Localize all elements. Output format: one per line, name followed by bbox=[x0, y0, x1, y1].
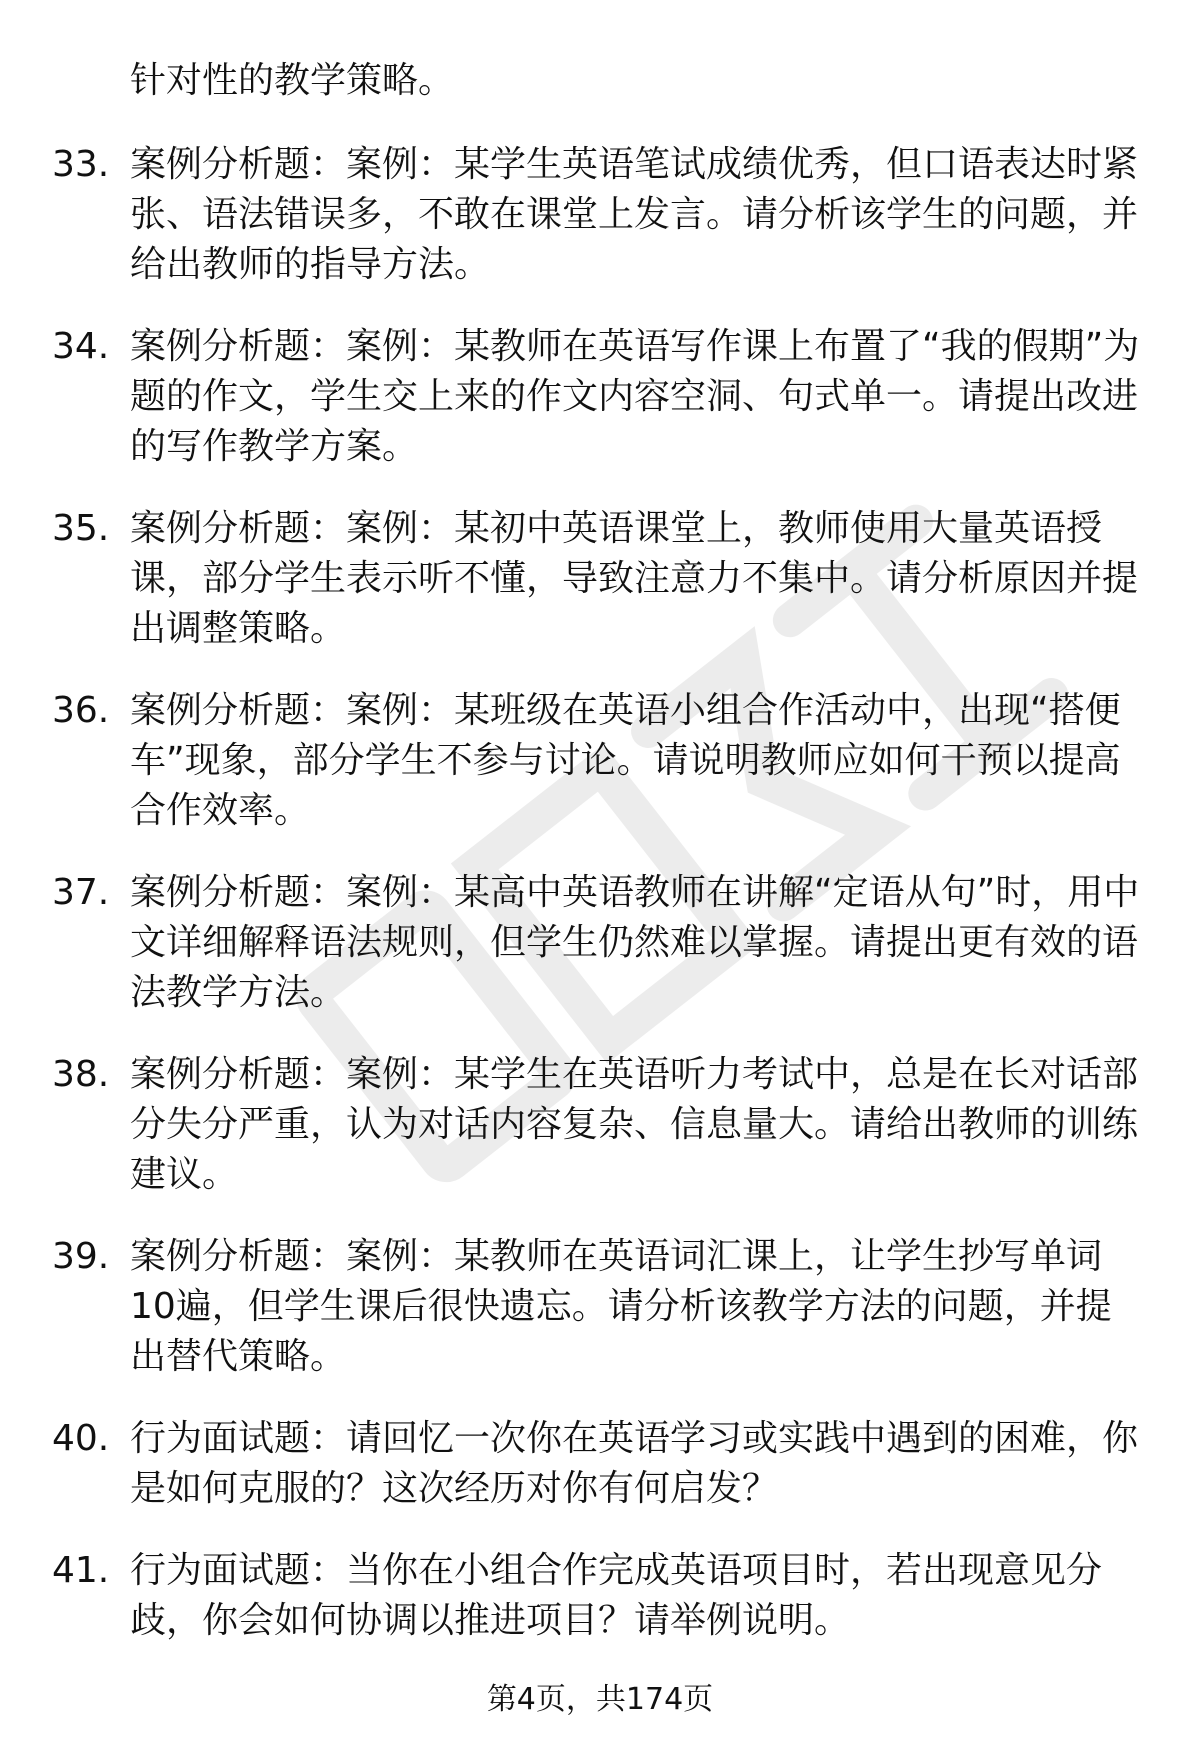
question-item bbox=[0, 140, 1200, 290]
question-text: 案例分析题：案例：某教师在英语词汇课上，让学生抄写单词10遍，但学生课后很快遗忘。请分析该教学方法的问题，并提出替代策略。 bbox=[130, 1236, 1112, 1377]
question-item bbox=[0, 1546, 1200, 1646]
question-number: 36. bbox=[52, 690, 110, 731]
page-footer: 第4页，共174页 bbox=[486, 1682, 714, 1717]
question-item bbox=[0, 1414, 1200, 1514]
question-text: 案例分析题：案例：某班级在英语小组合作活动中，出现“搭便车”现象，部分学生不参与讨论。请说明教师应如何干预以提高合作效率。 bbox=[130, 690, 1121, 831]
question-item bbox=[0, 322, 1200, 472]
question-number: 34. bbox=[52, 326, 110, 367]
question-number: 35. bbox=[52, 508, 110, 549]
question-text: 案例分析题：案例：某学生英语笔试成绩优秀，但口语表达时紧张、语法错误多，不敢在课堂上发言。请分析该学生的问题，并给出教师的指导方法。 bbox=[130, 144, 1139, 285]
question-text: 案例分析题：案例：某学生在英语听力考试中，总是在长对话部分失分严重，认为对话内容复杂、信息量大。请给出教师的训练建议。 bbox=[130, 1054, 1139, 1195]
question-text: 行为面试题：当你在小组合作完成英语项目时，若出现意见分歧，你会如何协调以推进项目？请举例说明。 bbox=[130, 1550, 1103, 1641]
question-item bbox=[0, 868, 1200, 1018]
question-number: 38. bbox=[52, 1054, 110, 1095]
question-text: 案例分析题：案例：某初中英语课堂上，教师使用大量英语授课，部分学生表示听不懂，导致注意力不集中。请分析原因并提出调整策略。 bbox=[130, 508, 1139, 649]
question-item bbox=[0, 504, 1200, 654]
question-text: 案例分析题：案例：某教师在英语写作课上布置了“我的假期”为题的作文，学生交上来的作文内容空洞、句式单一。请提出改进的写作教学方案。 bbox=[130, 326, 1140, 467]
question-item bbox=[0, 1232, 1200, 1382]
question-number: 37. bbox=[52, 872, 110, 913]
question-text: 案例分析题：案例：某高中英语教师在讲解“定语从句”时，用中文详细解释语法规则，但学生仍然难以掌握。请提出更有效的语法教学方法。 bbox=[130, 872, 1140, 1013]
question-number: 33. bbox=[52, 144, 110, 185]
question-list bbox=[0, 140, 1200, 1678]
continuation-text: 针对性的教学策略。 bbox=[130, 60, 455, 101]
question-item bbox=[0, 686, 1200, 836]
question-number: 40. bbox=[52, 1418, 110, 1459]
question-item bbox=[0, 1050, 1200, 1200]
question-text: 行为面试题：请回忆一次你在英语学习或实践中遇到的困难，你是如何克服的？这次经历对你有何启发？ bbox=[130, 1418, 1139, 1509]
question-number: 39. bbox=[52, 1236, 110, 1277]
question-number: 41. bbox=[52, 1550, 110, 1591]
